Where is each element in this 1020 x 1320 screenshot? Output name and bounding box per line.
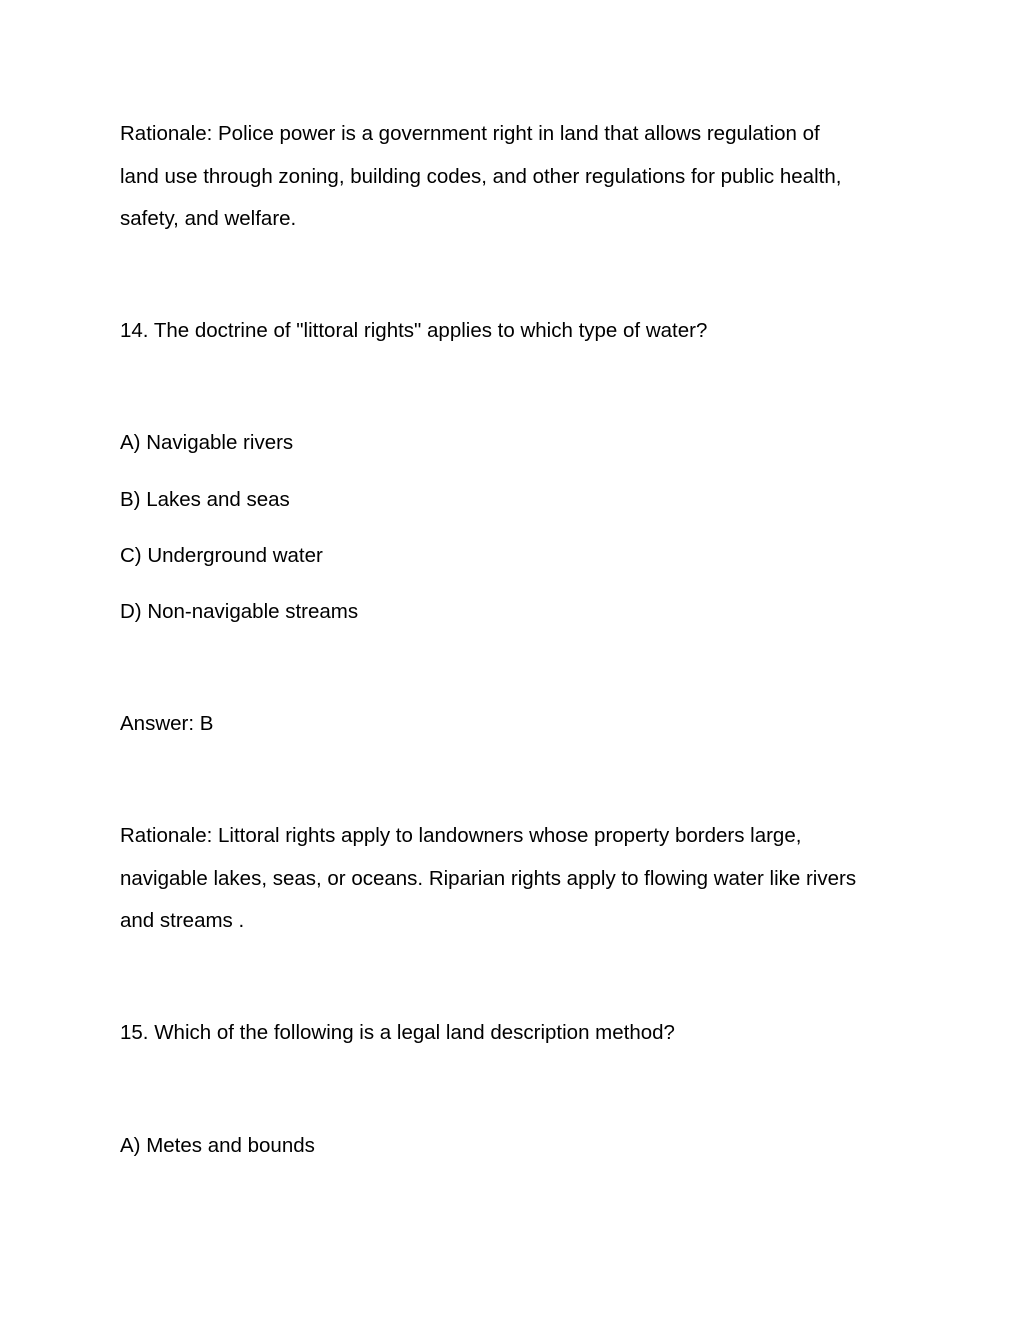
q14-option-b: B) Lakes and seas [120, 488, 290, 511]
q14-question: 14. The doctrine of "littoral rights" applies to which type of water? [120, 319, 708, 342]
q14-option-a: A) Navigable rivers [120, 431, 294, 454]
q14-rationale-line-1: Rationale: Littoral rights apply to landowners whose property borders large, [120, 824, 802, 847]
q14-option-d: D) Non-navigable streams [120, 600, 359, 623]
q14-rationale-line-2: navigable lakes, seas, or oceans. Riparian rights apply to flowing water like rivers [120, 867, 857, 890]
q15-question: 15. Which of the following is a legal land description method? [120, 1021, 675, 1044]
q14-answer: Answer: B [120, 712, 214, 735]
q13-rationale-line-1: Rationale: Police power is a government right in land that allows regulation of [120, 122, 820, 145]
q14-option-c: C) Underground water [120, 544, 323, 567]
q13-rationale-line-3: safety, and welfare. [120, 207, 297, 230]
q13-rationale-line-2: land use through zoning, building codes, and other regulations for public health, [120, 165, 842, 188]
q15-option-a: A) Metes and bounds [120, 1134, 315, 1157]
q14-rationale-line-3: and streams . [120, 909, 245, 932]
